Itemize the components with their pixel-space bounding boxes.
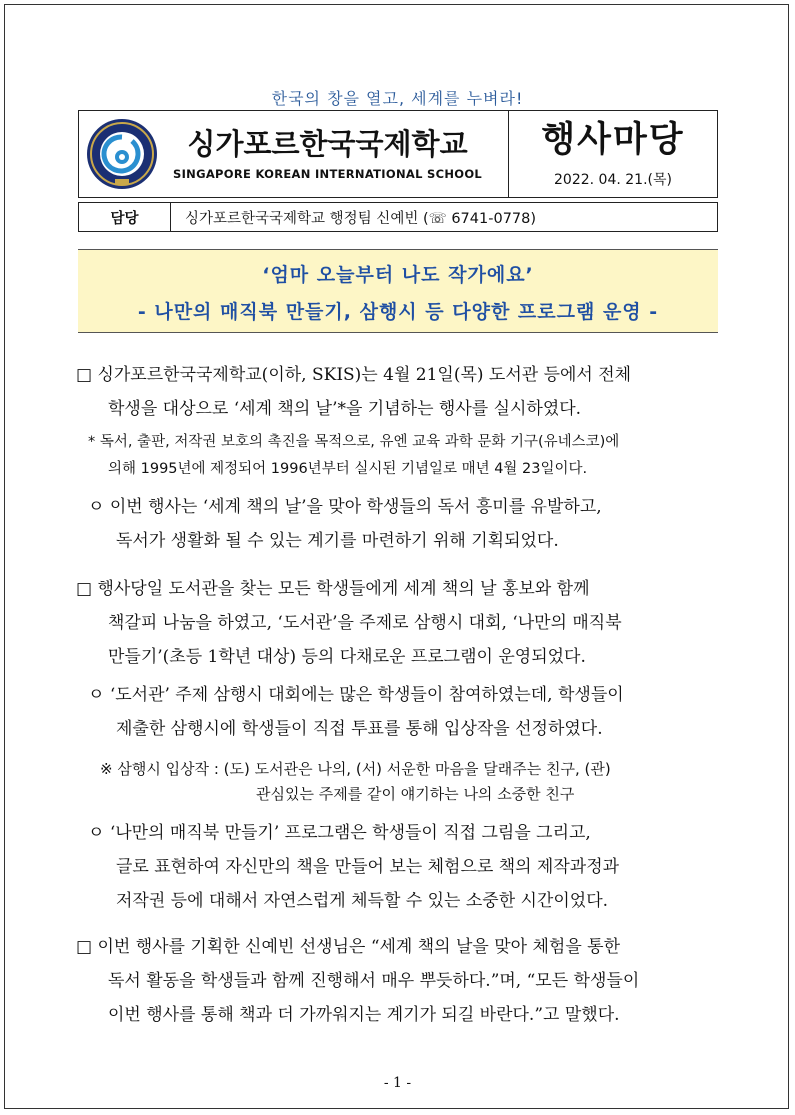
paragraph-line: □ 싱가포르한국국제학교(이하, SKIS)는 4월 21일(목) 도서관 등에서 전체 — [76, 365, 632, 385]
paragraph-line: 독서 활동을 학생들과 함께 진행해서 매우 뿌듯하다.”며, “모든 학생들이 — [108, 971, 640, 991]
headline-main: ‘엄마 오늘부터 나도 작가에요’ — [262, 264, 534, 286]
school-name-english: SINGAPORE KOREAN INTERNATIONAL SCHOOL — [173, 167, 483, 181]
paragraph-line: 독서가 생활화 될 수 있는 계기를 마련하기 위해 기획되었다. — [116, 531, 559, 551]
paragraph-line: 이번 행사를 통해 책과 더 가까워지는 계기가 되길 바란다.”고 말했다. — [108, 1005, 620, 1025]
school-name-korean: 싱가포르한국국제학교 — [187, 127, 468, 161]
contact-row — [78, 202, 718, 232]
paragraph-line: 글로 표현하여 자신만의 책을 만들어 보는 체험으로 책의 제작과정과 — [116, 857, 620, 877]
event-date: 2022. 04. 21.(목) — [554, 172, 672, 188]
paragraph-line: ㅇ 이번 행사는 ‘세계 책의 날’을 맞아 학생들의 독서 흥미를 유발하고, — [88, 497, 602, 517]
paragraph-line: 책갈피 나눔을 하였고, ‘도서관’을 주제로 삼행시 대회, ‘나만의 매직북 — [108, 613, 622, 633]
page-number: - 1 - — [383, 1075, 412, 1091]
paragraph-line: 학생을 대상으로 ‘세계 책의 날’*을 기념하는 행사를 실시하였다. — [108, 399, 582, 419]
headline-sub: - 나만의 매직북 만들기, 삼행시 등 다양한 프로그램 운영 - — [137, 301, 659, 323]
header-box — [78, 110, 718, 198]
event-block — [509, 111, 717, 197]
school-name — [173, 127, 482, 181]
school-emblem-icon — [85, 117, 159, 191]
paragraph-line: □ 행사당일 도서관을 찾는 모든 학생들에게 세계 책의 날 홍보와 함께 — [76, 579, 590, 599]
paragraph-line: 저작권 등에 대해서 자연스럽게 체득할 수 있는 소중한 시간이었다. — [116, 891, 609, 911]
contact-label: 담당 — [79, 203, 171, 231]
paragraph-line: ㅇ ‘도서관’ 주제 삼행시 대회에는 많은 학생들이 참여하였는데, 학생들이 — [88, 685, 624, 705]
paragraph-line: ㅇ ‘나만의 매직북 만들기’ 프로그램은 학생들이 직접 그림을 그리고, — [88, 823, 591, 843]
note-line: 관심있는 주제를 같이 얘기하는 나의 소중한 친구 — [256, 785, 575, 803]
school-block — [79, 111, 509, 197]
slogan: 한국의 창을 열고, 세계를 누벼라! — [271, 89, 524, 108]
paragraph-line: □ 이번 행사를 기획한 신예빈 선생님은 “세계 책의 날을 맞아 체험을 통한 — [76, 937, 621, 957]
headline-box — [78, 249, 718, 333]
event-title: 행사마당 — [541, 120, 685, 160]
note-line: ※ 삼행시 입상작 : (도) 도서관은 나의, (서) 서운한 마음을 달래주는 친구, (관) — [100, 760, 611, 778]
paragraph-line: 제출한 삼행시에 학생들이 직접 투표를 통해 입상작을 선정하였다. — [116, 719, 603, 739]
paragraph-line: 만들기’(초등 1학년 대상) 등의 다채로운 프로그램이 운영되었다. — [108, 647, 586, 667]
footnote-line: 의해 1995년에 제정되어 1996년부터 실시된 기념일로 매년 4월 23일이다. — [108, 461, 588, 477]
contact-text: 싱가포르한국국제학교 행정팀 신예빈 (☏ 6741-0778) — [185, 210, 537, 227]
footnote-line: * 독서, 출판, 저작권 보호의 촉진을 목적으로, 유엔 교육 과학 문화 기구(유네스코)에 — [88, 434, 620, 450]
